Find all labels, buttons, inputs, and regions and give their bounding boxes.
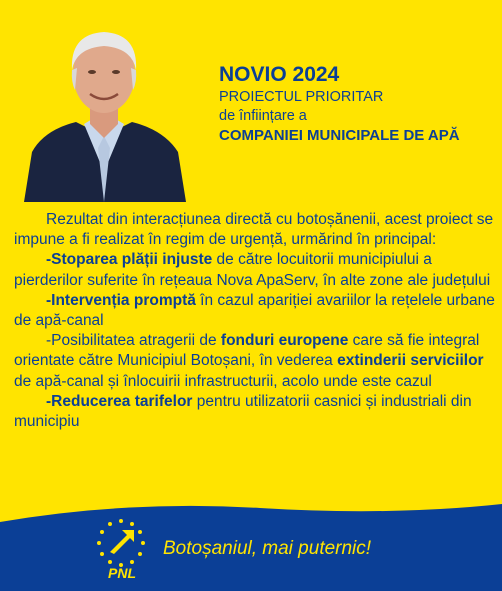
heading-title: NOVIO 2024 <box>219 63 340 86</box>
item-1-bold: -Stoparea plății injuste <box>46 251 213 269</box>
heading-block <box>219 62 499 145</box>
item-1-text: de către locuitorii municipiului a pierderilor suferite în rețeaua Nova ApaServ, în alte zone ale județului <box>14 251 491 289</box>
heading-line-3: COMPANIEI MUNICIPALE DE APĂ <box>219 127 460 144</box>
item-3-bold-2: extinderii serviciilor <box>337 352 484 370</box>
list-item <box>14 392 499 432</box>
list-item <box>14 331 499 392</box>
item-4-bold: -Reducerea tarifelor <box>46 392 193 410</box>
item-3-text: de apă-canal și înlocuirii infrastructurii, acolo unde este cazul <box>14 372 432 390</box>
pnl-logo-label: PNL <box>108 565 136 581</box>
item-4-text: pentru utilizatorii casnici și industriali din municipiu <box>14 392 472 431</box>
candidate-photo <box>14 12 196 202</box>
heading-line-1: PROIECTUL PRIORITAR <box>219 89 384 105</box>
heading-line-2: de înființare a <box>219 108 307 124</box>
item-3-mid: care să fie integral orientate către Municipiul Botoșani, în vederea <box>14 332 480 370</box>
intro-paragraph: Rezultat din interacțiunea directă cu botoșănenii, acest proiect se impune a fi realizat în regim de urgență, urmărind în principal: <box>14 211 494 249</box>
item-3-bold: fonduri europene <box>220 332 349 350</box>
item-2-text: în cazul apariției avariilor la rețelele urbane de apă-canal <box>14 291 495 330</box>
slogan: Botoșaniul, mai puternic! <box>163 538 372 559</box>
list-item <box>14 291 499 331</box>
body-text <box>14 210 499 432</box>
item-2-bold: -Intervenția promptă <box>46 291 196 309</box>
list-item <box>14 250 499 290</box>
item-3-pre: -Posibilitatea atragerii de <box>46 332 221 350</box>
